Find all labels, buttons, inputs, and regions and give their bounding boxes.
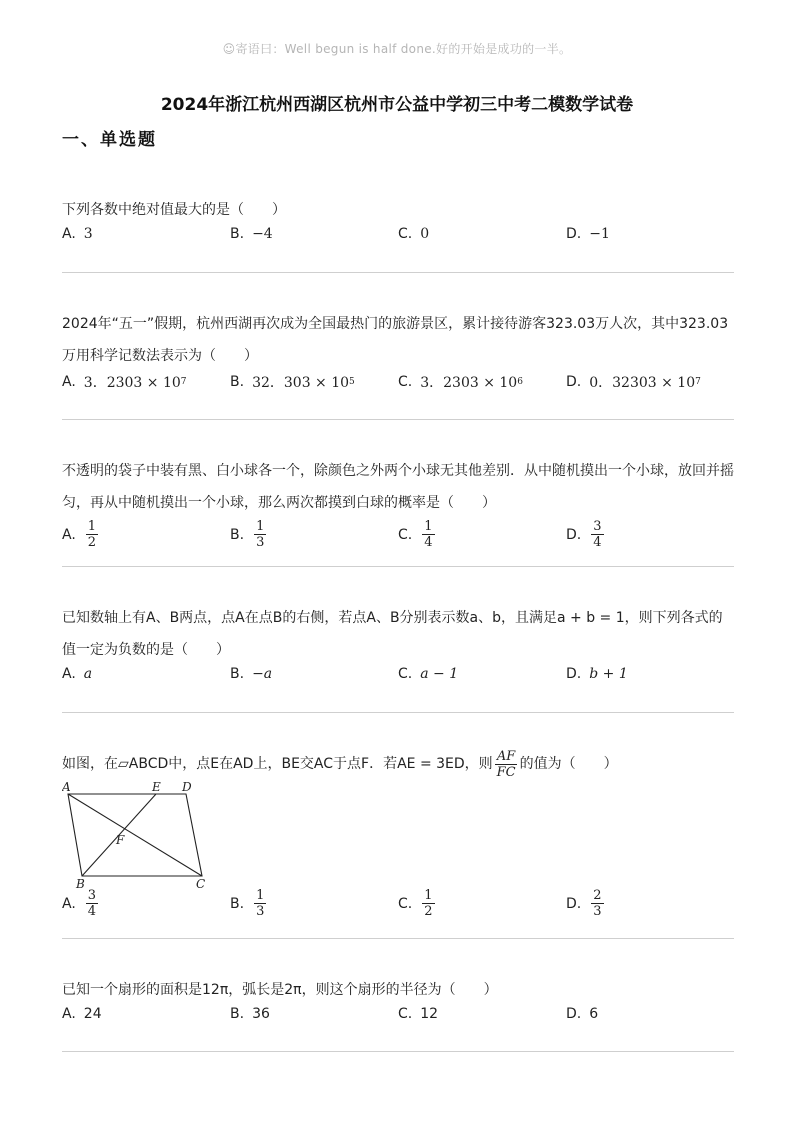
question-4: [62, 602, 734, 696]
option-letter: B.: [230, 526, 245, 543]
fraction-denominator: 2: [87, 535, 97, 550]
stem-fraction: [495, 749, 518, 780]
option-value: 3: [83, 226, 93, 242]
option-exponent: 5: [349, 377, 355, 387]
option-a[interactable]: [62, 519, 100, 550]
section-heading: 一、单选题: [62, 130, 157, 150]
option-letter: D.: [566, 895, 582, 912]
option-value: b + 1: [589, 666, 628, 682]
option-letter: C.: [398, 1006, 413, 1022]
fraction-numerator: 1: [256, 888, 265, 903]
diagonal-ac: [68, 794, 202, 876]
option-letter: C.: [398, 226, 413, 242]
question-divider: [62, 712, 734, 713]
question-6: [62, 974, 734, 1036]
question-5-options: [62, 888, 734, 928]
options-row: [62, 1006, 734, 1036]
fraction-denominator: 3: [256, 535, 265, 550]
option-letter: A.: [62, 1006, 76, 1022]
option-letter: A.: [62, 526, 76, 543]
fraction-numerator: 1: [87, 519, 97, 534]
option-letter: A.: [62, 895, 76, 912]
option-letter: D.: [566, 374, 582, 390]
label-c: C: [196, 877, 206, 890]
option-d[interactable]: [566, 226, 610, 242]
fraction-denominator: 4: [593, 535, 602, 550]
option-fraction: [86, 519, 98, 550]
fraction-denominator: 4: [424, 535, 433, 550]
question-1: [62, 194, 734, 256]
option-letter: C.: [398, 526, 413, 543]
question-divider: [62, 1051, 734, 1052]
page-title: 2024年浙江杭州西湖区杭州市公益中学初三中考二模数学试卷: [160, 95, 634, 115]
parallelogram-diagram: [62, 780, 222, 890]
question-stem-line-1: 已知数轴上有A、B两点，点A在点B的右侧，若点A、B分别表示数a、b，且满足a + b = 1，则下列各式的: [62, 610, 723, 626]
option-c[interactable]: [398, 519, 437, 550]
label-a: A: [62, 780, 71, 794]
question-stem: 下列各数中绝对值最大的是（ ）: [62, 202, 286, 218]
question-divider: [62, 938, 734, 939]
fraction-numerator: 1: [424, 519, 433, 534]
fraction-numerator: 2: [593, 888, 602, 903]
option-a[interactable]: [62, 226, 93, 242]
option-b[interactable]: [230, 666, 272, 682]
question-stem: [62, 744, 734, 784]
question-divider: [62, 272, 734, 273]
question-stem-line-2: 值一定为负数的是（ ）: [62, 642, 230, 658]
option-value: −1: [589, 226, 610, 242]
option-c[interactable]: [398, 1006, 438, 1022]
option-exponent: 7: [695, 377, 701, 387]
options-row: [62, 519, 734, 559]
option-d[interactable]: [566, 1006, 598, 1022]
option-value: 36: [252, 1006, 270, 1022]
option-letter: A.: [62, 226, 76, 242]
option-fraction: [254, 519, 266, 550]
option-letter: D.: [566, 526, 582, 543]
options-row: [62, 226, 734, 256]
question-stem-line-1: 2024年“五一”假期，杭州西湖再次成为全国最热门的旅游景区，累计接待游客323.03万人次，其中323.03: [62, 316, 729, 332]
option-fraction: [422, 519, 434, 550]
option-c[interactable]: [398, 372, 523, 392]
option-d[interactable]: [566, 888, 606, 919]
option-a[interactable]: [62, 372, 187, 392]
option-base: 3．2303 × 10: [83, 375, 181, 391]
question-3: [62, 455, 734, 559]
option-b[interactable]: [230, 226, 273, 242]
label-b: B: [76, 877, 85, 890]
option-d[interactable]: [566, 519, 606, 550]
option-c[interactable]: [398, 666, 458, 682]
option-fraction: [591, 888, 603, 919]
option-letter: C.: [398, 895, 413, 912]
option-b[interactable]: [230, 1006, 270, 1022]
fraction-denominator: 4: [87, 904, 97, 919]
motto-header: ☺寄语曰：Well begun is half done.好的开始是成功的一半。: [222, 42, 572, 56]
option-base: 3．2303 × 10: [420, 375, 518, 391]
option-b[interactable]: [230, 888, 268, 919]
question-stem-line-2: 万用科学记数法表示为（ ）: [62, 348, 258, 364]
option-value: 12: [420, 1006, 439, 1022]
option-b[interactable]: [230, 519, 268, 550]
option-fraction: [254, 888, 266, 919]
question-stem-line-2: 匀，再从中随机摸出一个小球，那么两次都摸到白球的概率是（ ）: [62, 495, 496, 511]
option-letter: D.: [566, 1006, 582, 1022]
fraction-numerator: AF: [496, 748, 516, 764]
fraction-denominator: FC: [496, 764, 516, 780]
option-value: 0: [420, 226, 430, 242]
option-letter: B.: [230, 895, 245, 912]
option-value: −a: [252, 666, 273, 682]
question-2: [62, 308, 734, 402]
option-d[interactable]: [566, 666, 628, 682]
label-e: E: [152, 780, 161, 794]
option-a[interactable]: [62, 666, 92, 682]
option-fraction: [422, 888, 434, 919]
fraction-denominator: 3: [256, 904, 265, 919]
option-value: a: [83, 666, 93, 682]
option-letter: C.: [398, 374, 413, 390]
option-fraction: [591, 519, 603, 550]
option-base: 32．303 × 10: [252, 375, 350, 391]
options-row: [62, 666, 734, 696]
option-letter: A.: [62, 666, 76, 682]
stem-before-fraction: 如图，在▱ABCD中，点E在AD上，BE交AC于点F．若AE = 3ED，则: [62, 756, 493, 772]
option-letter: B.: [230, 666, 245, 682]
option-c[interactable]: [398, 226, 429, 242]
fraction-denominator: 2: [424, 904, 433, 919]
option-exponent: 6: [517, 377, 523, 387]
fraction-numerator: 3: [593, 519, 602, 534]
question-5: [62, 744, 734, 784]
parallelogram-figure: [62, 780, 222, 894]
fraction-numerator: 1: [256, 519, 265, 534]
question-stem: 已知一个扇形的面积是12π，弧长是2π，则这个扇形的半径为（ ）: [62, 982, 498, 998]
option-d[interactable]: [566, 372, 701, 392]
option-base: 0．32303 × 10: [589, 375, 696, 391]
option-a[interactable]: [62, 1006, 102, 1022]
option-letter: D.: [566, 226, 582, 242]
option-letter: C.: [398, 666, 413, 682]
label-f: F: [116, 833, 125, 847]
fraction-denominator: 3: [593, 904, 602, 919]
option-exponent: 7: [180, 377, 187, 387]
option-letter: B.: [230, 226, 245, 242]
question-divider: [62, 566, 734, 567]
option-a[interactable]: [62, 888, 100, 919]
option-letter: A.: [62, 374, 76, 390]
label-d: D: [182, 780, 192, 794]
option-letter: B.: [230, 1006, 245, 1022]
option-c[interactable]: [398, 888, 437, 919]
question-stem-line-1: 不透明的袋子中装有黑、白小球各一个，除颜色之外两个小球无其他差别．从中随机摸出一个小球，放回并摇: [62, 463, 734, 479]
option-value: 24: [83, 1006, 102, 1022]
stem-after-fraction: 的值为（ ）: [519, 756, 618, 772]
option-value: a − 1: [420, 666, 459, 682]
option-fraction: [86, 888, 98, 919]
options-row: [62, 372, 734, 402]
option-value: −4: [252, 226, 273, 242]
option-value: 6: [589, 1006, 599, 1022]
question-divider: [62, 419, 734, 420]
option-letter: D.: [566, 666, 582, 682]
fraction-numerator: 3: [87, 888, 97, 903]
fraction-numerator: 1: [424, 888, 433, 903]
option-letter: B.: [230, 374, 245, 390]
options-row: [62, 888, 734, 928]
option-b[interactable]: [230, 372, 355, 392]
